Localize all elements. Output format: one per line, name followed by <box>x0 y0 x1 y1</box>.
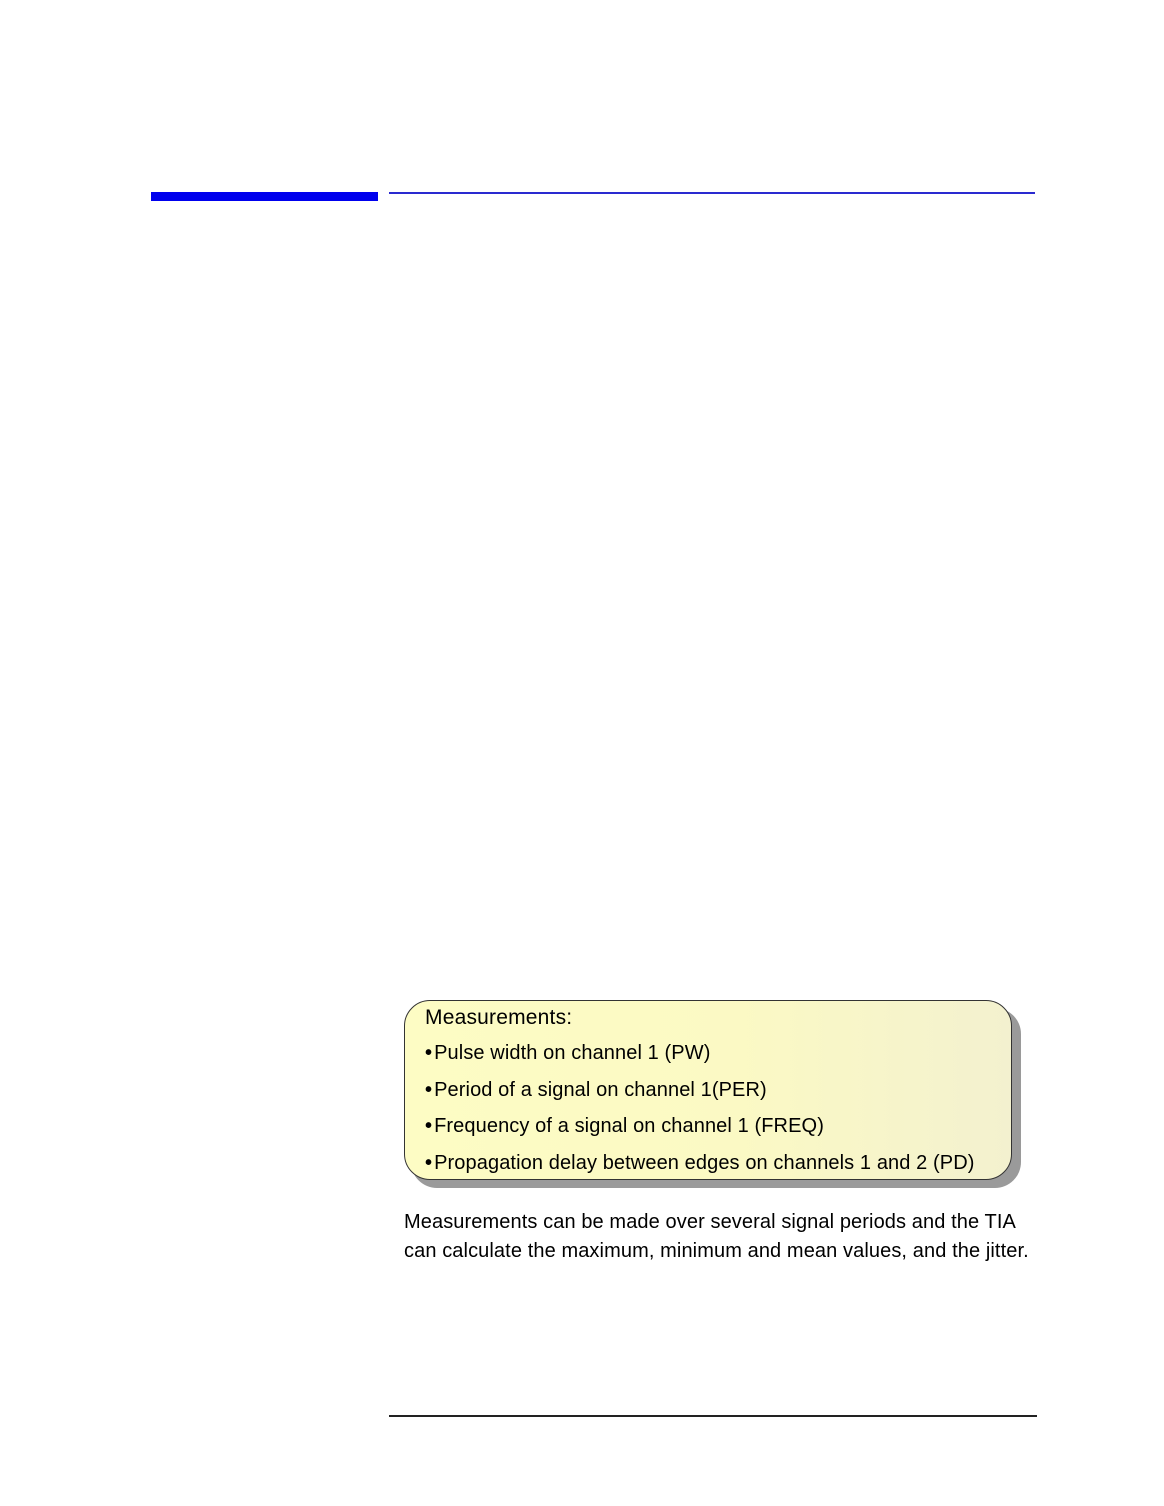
list-item-text: Period of a signal on channel 1(PER) <box>434 1078 767 1101</box>
list-item <box>425 1151 1011 1175</box>
bullet-icon: • <box>425 1078 433 1101</box>
footer-rule <box>389 1415 1037 1417</box>
callout-heading: Measurements: <box>425 1006 573 1029</box>
measurements-list <box>425 1041 1011 1175</box>
list-item <box>425 1078 1011 1102</box>
header-accent-bar <box>151 192 378 201</box>
bullet-icon: • <box>425 1151 433 1174</box>
list-item <box>425 1114 1011 1138</box>
bullet-icon: • <box>425 1115 433 1137</box>
body-paragraph: Measurements can be made over several signal periods and the TIA can calculate the maximum, minimum and mean values, and the jitter. <box>404 1211 1029 1262</box>
header-rule <box>389 192 1035 194</box>
measurements-callout <box>404 1000 1012 1180</box>
list-item-text: Frequency of a signal on channel 1 (FREQ) <box>434 1115 824 1137</box>
list-item-text: Pulse width on channel 1 (PW) <box>434 1042 711 1064</box>
list-item-text: Propagation delay between edges on channels 1 and 2 (PD) <box>434 1151 975 1174</box>
list-item <box>425 1041 1011 1065</box>
bullet-icon: • <box>425 1042 433 1064</box>
